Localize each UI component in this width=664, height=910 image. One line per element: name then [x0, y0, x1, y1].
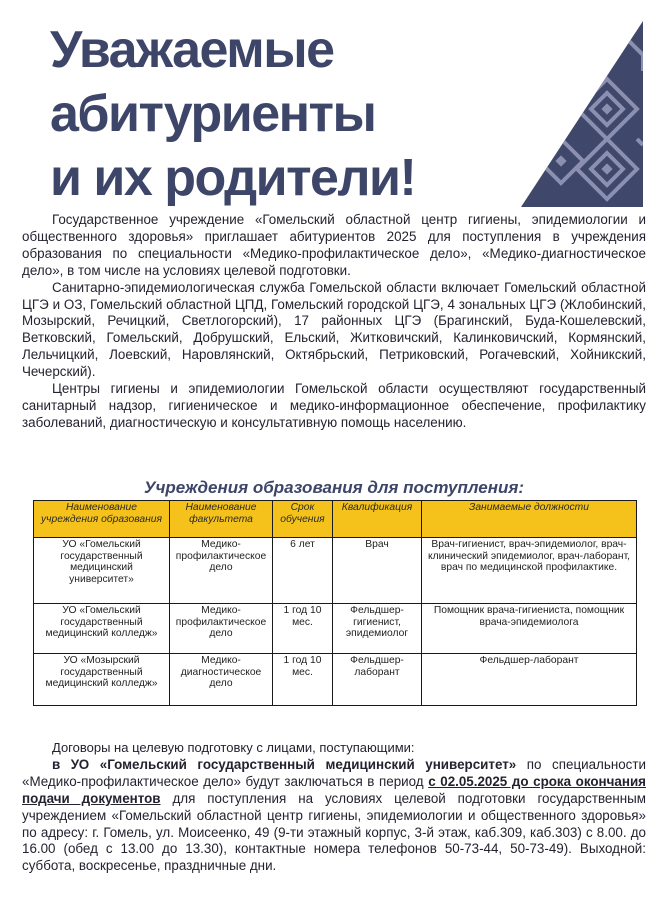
ornament-logo-icon [521, 21, 643, 207]
table-cell: Медико-профилактическое дело [170, 604, 273, 654]
institutions-table [33, 500, 637, 706]
table-title: Учреждения образования для поступления: [143, 478, 525, 497]
contracts-text [22, 740, 646, 875]
contracts-paragraph [22, 757, 646, 875]
intro-paragraph: Санитарно-эпидемиологическая служба Гомельской области включает Гомельский областной ЦГЭ и ОЗ, Гомельский областной ЦПД, Гомельский городской ЦГЭ, 4 зональных ЦГЭ (Жлобинский, Мозырский, Речицкий, Светлогорский), 17 районных ЦГЭ (Брагинский, Буда-Кошелевский, Ветковский, Гомельский, Добрушский, Ельский, Житковичский, Калинковичский, Кормянский, Лельчицкий, Лоевский, Наровлянский, Октябрьский, Петриковский, Рогачевский, Хойникский, Чечерский). [22, 279, 646, 380]
table-cell: УО «Гомельский государственный медицинский университет» [34, 538, 170, 604]
table-cell: 1 год 10 мес. [273, 654, 333, 706]
page-title [50, 18, 415, 210]
title-line: и их родители! [50, 149, 416, 207]
table-cell: 6 лет [273, 538, 333, 604]
table-cell: Фельдшер-лаборант [422, 654, 637, 706]
table-cell: Фельдшер-гигиенист, эпидемиолог [333, 604, 422, 654]
intro-text [22, 212, 646, 432]
column-header: Наименование факультета [170, 501, 273, 538]
table-cell: Врач-гигиенист, врач-эпидемиолог, врач-клинический эпидемиолог, врач-лаборант, врач по медицинской профилактике. [422, 538, 637, 604]
table-cell: УО «Гомельский государственный медицинский колледж» [34, 604, 170, 654]
intro-paragraph: Центры гигиены и эпидемиологии Гомельской области осуществляют государственный санитарный надзор, гигиеническое и медико-информационное обеспечение, профилактику заболеваний, диагностическую и консультативную помощь населению. [22, 381, 646, 430]
table-header-row [34, 501, 637, 538]
column-header: Квалификация [333, 501, 422, 538]
table-cell: Медико-диагностическое дело [170, 654, 273, 706]
deadline-text: с 02.05.2025 до срока окончания подачи документов [22, 773, 646, 806]
contracts-lead: Договоры на целевую подготовку с лицами, поступающими: [52, 740, 415, 755]
table-cell: Фельдшер-лаборант [333, 654, 422, 706]
table-cell: 1 год 10 мес. [273, 604, 333, 654]
table-cell: Медико-профилактическое дело [170, 538, 273, 604]
university-name: в УО «Гомельский государственный медицинский университет» [52, 756, 517, 772]
title-line: Уважаемые [50, 21, 334, 79]
intro-paragraph: Государственное учреждение «Гомельский областной центр гигиены, эпидемиологии и общественного здоровья» приглашает абитуриентов 2025 для поступления в учреждения образования по специальности «Медико-профилактическое дело», «Медико-диагностическое дело», в том числе на условиях целевой подготовки. [22, 212, 646, 278]
column-header: Срок обучения [273, 501, 333, 538]
table-row [34, 654, 637, 706]
table-row [34, 538, 637, 604]
table-cell: УО «Мозырский государственный медицинский колледж» [34, 654, 170, 706]
table-row [34, 604, 637, 654]
table-cell: Помощник врача-гигиениста, помощник врача-эпидемиолога [422, 604, 637, 654]
contracts-text-part: по специальности «Медико-профилактическое дело» будут заключаться в период [22, 756, 646, 789]
column-header: Занимаемые должности [422, 501, 637, 538]
contracts-text-part: для поступления на условиях целевой подготовки государственным учреждением «Гомельский областной центр гигиены, эпидемиологии и общественного здоровья» по адресу: г. Гомель, ул. Моисеенко, 49 (9-ти этажный корпус, 3-й этаж, каб.309, каб.303) с 8.00. до 16.00 (обед с 13.00 до 13.30), контактные номера телефонов 50-73-44, 50-73-49). Выходной: суббота, воскресенье, праздничные дни. [22, 790, 646, 874]
title-line: абитуриенты [50, 85, 376, 143]
column-header: Наименование учреждения образования [34, 501, 170, 538]
table-cell: Врач [333, 538, 422, 604]
